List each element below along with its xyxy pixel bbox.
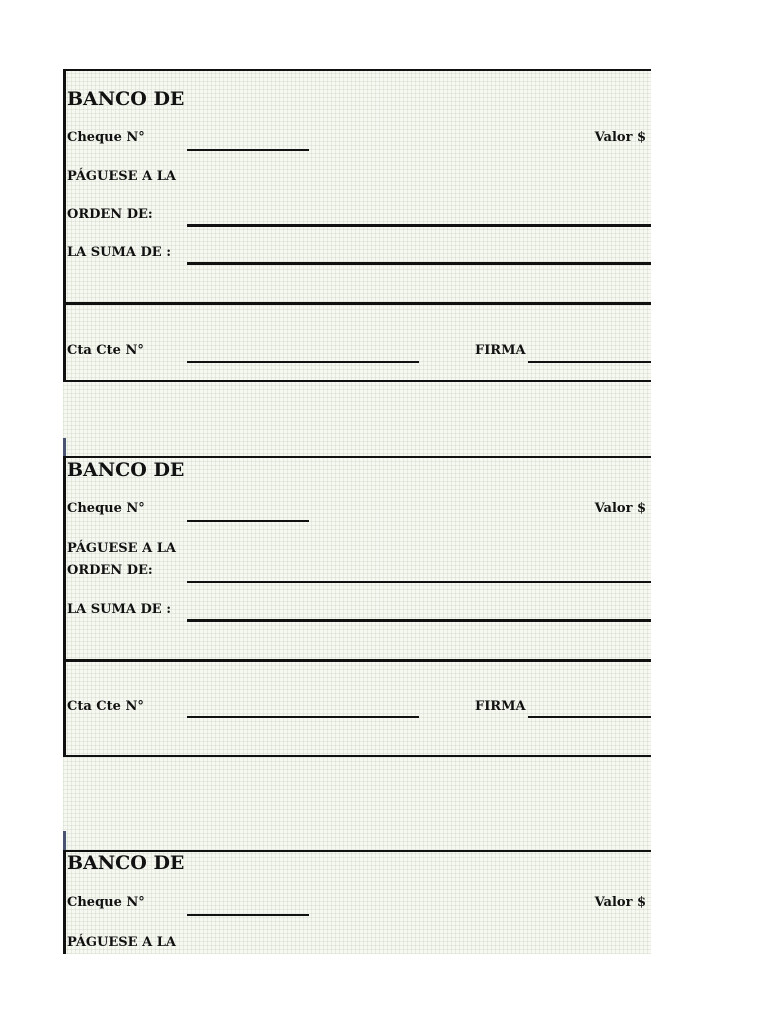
cheque-2-bank-name: BANCO DE <box>67 459 185 481</box>
cheque-2-number-label: Cheque N° <box>67 501 145 516</box>
cheque-2-pay-label-line2: ORDEN DE: <box>67 563 153 578</box>
cheque-2-account-label: Cta Cte N° <box>67 699 144 714</box>
cheque-1-left-border <box>63 69 66 382</box>
cheque-1-bank-name: BANCO DE <box>67 88 185 110</box>
cheque-1-bottom-border <box>63 380 651 382</box>
cheque-1-sum-label: LA SUMA DE : <box>67 245 171 260</box>
cheque-3-valor-label: Valor $ <box>594 895 646 910</box>
cheque-1-account-field[interactable] <box>187 361 419 363</box>
cheque-2-sum-label: LA SUMA DE : <box>67 602 171 617</box>
cheque-3-number-label: Cheque N° <box>67 895 145 910</box>
cheque-3-bank-name: BANCO DE <box>67 852 185 874</box>
cheque-2-bottom-border <box>63 755 651 757</box>
cheque-2-valor-label: Valor $ <box>594 501 646 516</box>
cheque-1-pay-label-line1: PÁGUESE A LA <box>67 169 176 184</box>
cheque-2-top-border <box>63 456 651 458</box>
cheque-2-marker <box>63 438 66 458</box>
cheque-1-number-label: Cheque N° <box>67 130 145 145</box>
cheque-1-signature-field[interactable] <box>528 361 651 363</box>
cheque-1-number-field[interactable] <box>187 149 309 151</box>
cheque-1-payee-field[interactable] <box>187 224 651 227</box>
cheque-2-account-field[interactable] <box>187 716 419 718</box>
cheque-3-pay-label-line1: PÁGUESE A LA <box>67 935 176 950</box>
cheque-1-valor-label: Valor $ <box>594 130 646 145</box>
cheque-1-divider <box>63 302 651 305</box>
cheque-3-number-field[interactable] <box>187 914 309 916</box>
cheque-2-signature-field[interactable] <box>528 716 651 718</box>
cheque-2-divider <box>63 659 651 662</box>
cheque-1-account-label: Cta Cte N° <box>67 343 144 358</box>
cheque-1-sum-field[interactable] <box>187 262 651 265</box>
cheque-2-left-border <box>63 456 66 757</box>
cheque-2-pay-label-line1: PÁGUESE A LA <box>67 541 176 556</box>
cheque-1-pay-label-line2: ORDEN DE: <box>67 207 153 222</box>
cheque-2-payee-field[interactable] <box>187 581 651 583</box>
cheque-1-signature-label: FIRMA <box>475 343 526 358</box>
cheque-2-signature-label: FIRMA <box>475 699 526 714</box>
cheque-sheet <box>63 69 651 954</box>
cheque-2-number-field[interactable] <box>187 520 309 522</box>
cheque-3-left-border <box>63 850 66 954</box>
cheque-2-sum-field[interactable] <box>187 619 651 622</box>
cheque-3-marker <box>63 831 66 851</box>
cheque-1-top-border <box>63 69 651 71</box>
